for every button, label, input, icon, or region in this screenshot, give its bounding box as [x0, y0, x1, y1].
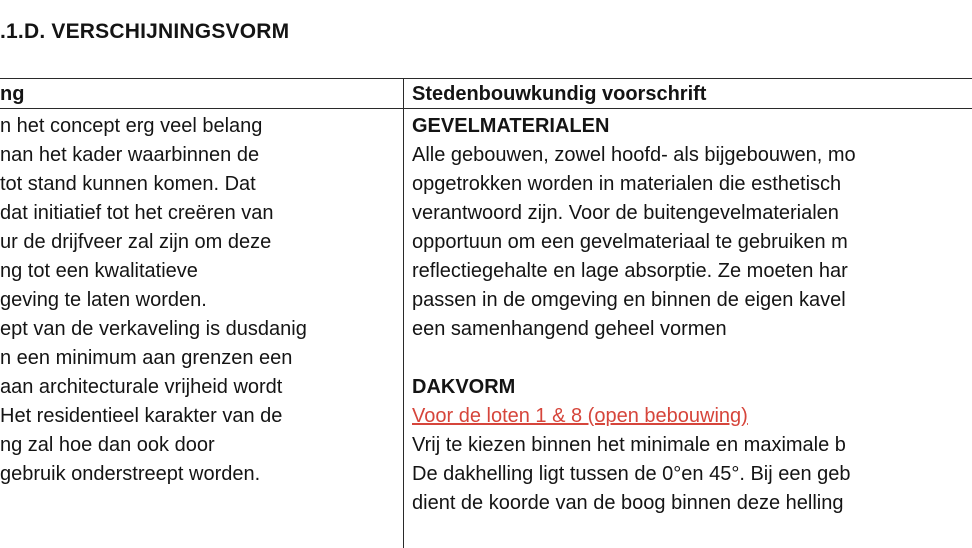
- text-line: tot stand kunnen komen. Dat: [0, 173, 256, 195]
- text-line: reflectiegehalte en lage absorptie. Ze moeten har: [412, 260, 848, 282]
- gevelmaterialen-heading: GEVELMATERIALEN: [412, 115, 610, 137]
- table-header-border: [0, 108, 972, 109]
- dakvorm-subheading: Voor de loten 1 & 8 (open bebouwing): [412, 405, 748, 427]
- text-line: nan het kader waarbinnen de: [0, 144, 260, 166]
- text-line: n het concept erg veel belang: [0, 115, 263, 137]
- text-line: Alle gebouwen, zowel hoofd- als bijgebouwen, mo: [412, 144, 856, 166]
- left-column-text: [0, 112, 403, 489]
- text-line: verantwoord zijn. Voor de buitengevelmaterialen: [412, 202, 839, 224]
- dakvorm-heading: DAKVORM: [412, 376, 516, 398]
- regulations-table: [0, 78, 972, 548]
- left-column-header: ng: [0, 83, 25, 105]
- text-line: een samenhangend geheel vormen: [412, 318, 727, 340]
- text-line: ur de drijfveer zal zijn om deze: [0, 231, 272, 253]
- right-column-text: [412, 112, 972, 518]
- text-line: n een minimum aan grenzen een: [0, 347, 293, 369]
- right-column-header: Stedenbouwkundig voorschrift: [412, 83, 707, 105]
- text-line: Vrij te kiezen binnen het minimale en maximale b: [412, 434, 846, 456]
- document-title: .1.D. VERSCHIJNINGSVORM: [0, 20, 290, 43]
- text-line: aan architecturale vrijheid wordt: [0, 376, 283, 398]
- text-line: ept van de verkaveling is dusdanig: [0, 318, 307, 340]
- table-top-border: [0, 78, 972, 79]
- text-line: passen in de omgeving en binnen de eigen kavel: [412, 289, 846, 311]
- text-line: opgetrokken worden in materialen die esthetisch: [412, 173, 842, 195]
- text-line: geving te laten worden.: [0, 289, 207, 311]
- text-line: gebruik onderstreept worden.: [0, 463, 261, 485]
- text-line: De dakhelling ligt tussen de 0°en 45°. Bij een geb: [412, 463, 851, 485]
- paragraph-gap: [412, 344, 972, 373]
- text-line: dient de koorde van de boog binnen deze helling: [412, 492, 844, 514]
- table-column-divider: [403, 78, 404, 548]
- text-line: ng tot een kwalitatieve: [0, 260, 198, 282]
- text-line: Het residentieel karakter van de: [0, 405, 283, 427]
- text-line: ng zal hoe dan ook door: [0, 434, 215, 456]
- text-line: opportuun om een gevelmateriaal te gebruiken m: [412, 231, 848, 253]
- text-line: dat initiatief tot het creëren van: [0, 202, 274, 224]
